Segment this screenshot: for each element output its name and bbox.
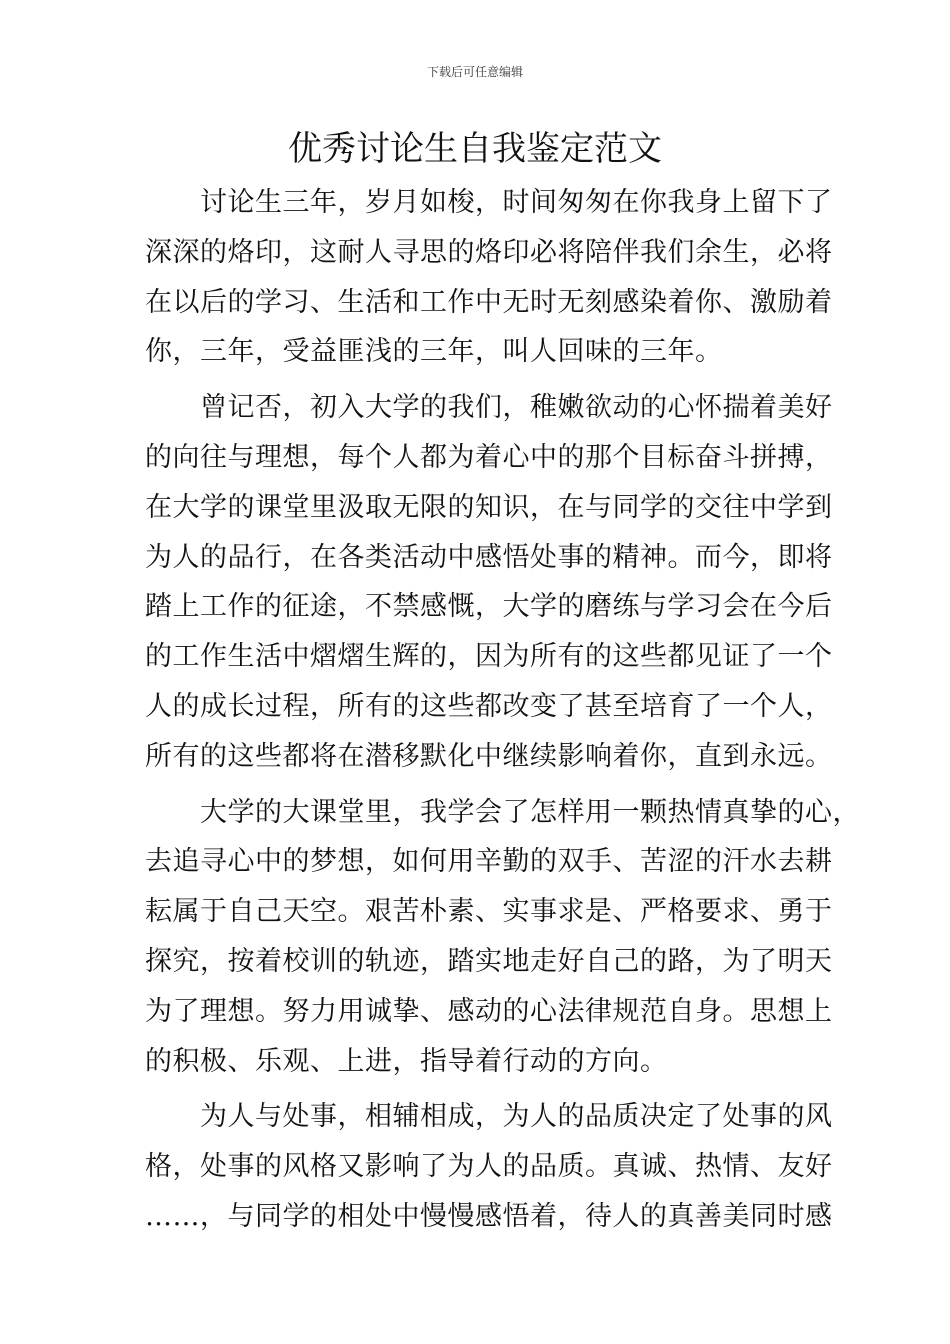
paragraph-line: 格，处事的风格又影响了为人的品质。真诚、热情、友好 bbox=[145, 1151, 833, 1183]
paragraph-4 bbox=[145, 1092, 833, 1241]
paragraph-line: 踏上工作的征途，不禁感慨，大学的磨练与学习会在今后 bbox=[145, 591, 833, 623]
document-body bbox=[145, 178, 860, 1248]
paragraph-1 bbox=[145, 178, 833, 377]
paragraph-line: 去追寻心中的梦想，如何用辛勤的双手、苦涩的汗水去耕 bbox=[145, 846, 833, 878]
paragraph-line: 为人的品行，在各类活动中感悟处事的精神。而今，即将 bbox=[145, 541, 833, 573]
paragraph-line: 为人与处事，相辅相成，为人的品质决定了处事的风 bbox=[200, 1101, 833, 1133]
paragraph-line: 的工作生活中熠熠生辉的，因为所有的这些都见证了一个 bbox=[145, 641, 833, 673]
paragraph-line: ……，与同学的相处中慢慢感悟着，待人的真善美同时感 bbox=[145, 1200, 833, 1232]
paragraph-line: 你，三年，受益匪浅的三年，叫人回味的三年。 bbox=[145, 336, 723, 368]
paragraph-line: 人的成长过程，所有的这些都改变了甚至培育了一个人， bbox=[145, 690, 833, 722]
paragraph-line: 大学的大课堂里，我学会了怎样用一颗热情真挚的心， bbox=[200, 796, 860, 828]
paragraph-line: 讨论生三年，岁月如梭，时间匆匆在你我身上留下了 bbox=[200, 187, 833, 218]
paragraph-line: 深深的烙印，这耐人寻思的烙印必将陪伴我们余生，必将 bbox=[145, 236, 833, 268]
paragraph-line: 探究，按着校训的轨迹，踏实地走好自己的路，为了明天 bbox=[145, 945, 833, 977]
paragraph-2 bbox=[145, 383, 833, 781]
paragraph-line: 的积极、乐观、上进，指导着行动的方向。 bbox=[145, 1045, 668, 1077]
paragraph-line: 的向往与理想，每个人都为着心中的那个目标奋斗拼搏， bbox=[145, 441, 833, 473]
paragraph-line: 在以后的学习、生活和工作中无时无刻感染着你、激励着 bbox=[145, 286, 833, 318]
document-title: 优秀讨论生自我鉴定范文 bbox=[288, 129, 662, 169]
paragraph-line: 耘属于自己天空。艰苦朴素、实事求是、严格要求、勇于 bbox=[145, 896, 833, 928]
paragraph-line: 所有的这些都将在潜移默化中继续影响着你，直到永远。 bbox=[145, 740, 833, 772]
paragraph-line: 为了理想。努力用诚挚、感动的心法律规范自身。思想上 bbox=[145, 995, 833, 1027]
paragraph-3 bbox=[145, 788, 860, 1087]
paragraph-line: 曾记否，初入大学的我们，稚嫩欲动的心怀揣着美好 bbox=[200, 392, 833, 424]
paragraph-line: 在大学的课堂里汲取无限的知识，在与同学的交往中学到 bbox=[145, 491, 833, 523]
header-note: 下载后可任意编辑 bbox=[426, 65, 523, 79]
